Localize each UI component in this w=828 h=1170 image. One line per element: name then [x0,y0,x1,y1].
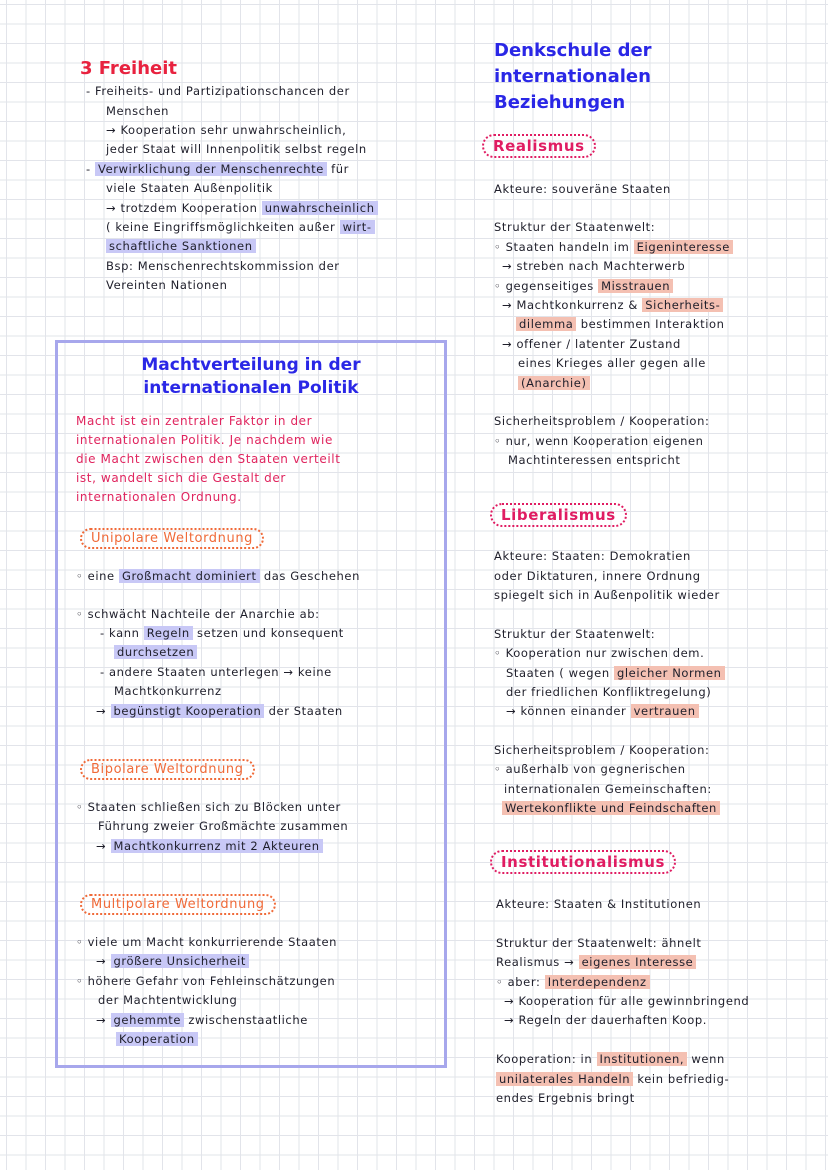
text-line [96,837,323,857]
highlight: Kooperation [116,1032,198,1046]
text-line: → Kooperation für alle gewinnbringend [504,994,750,1008]
text-fragment: - [86,162,91,176]
highlight: Regeln [144,626,193,640]
text-line: internationalen Politik. Je nachdem wie [76,433,333,447]
text-fragment: wenn [691,1052,725,1066]
text-line: Akteure: souveräne Staaten [494,182,671,196]
highlight: Eigeninteresse [634,240,733,254]
text-fragment: → trotzdem Kooperation [106,201,258,215]
text-line: Sicherheitsproblem / Kooperation: [494,414,710,428]
liberalismus-label: Liberalismus [490,503,627,527]
text-line [96,1011,308,1031]
text-line: Akteure: Staaten & Institutionen [496,897,702,911]
text-fragment: das Geschehen [263,569,360,583]
realismus-label: Realismus [482,134,596,158]
text-line: Akteure: Staaten: Demokratien [494,549,691,563]
freiheit-heading: 3 Freiheit [80,58,177,79]
text-line: → Regeln der dauerhaften Koop. [504,1013,708,1027]
text-line [106,199,378,219]
text-line: Machtkonkurrenz [114,684,222,698]
highlight: Großmacht dominiert [119,569,260,583]
text-fragment: setzen und konsequent [197,626,344,640]
text-fragment: Staaten ( wegen [506,666,610,680]
institutionalismus-label: Institutionalismus [490,850,676,874]
denkschule-title [494,38,652,116]
text-line: eines Krieges aller gegen alle [518,356,706,370]
highlight: unilaterales Handeln [496,1072,633,1086]
text-line: - Freiheits- und Partizipationschancen der [86,84,350,98]
text-fragment: Kooperation: in [496,1052,593,1066]
text-line: Struktur der Staatenwelt: [494,627,656,641]
text-line: ist, wandelt sich die Gestalt der [76,471,286,485]
bipolar-label: Bipolare Weltordnung [80,759,255,780]
text-line [106,218,375,238]
text-line: internationalen Ordnung. [76,490,242,504]
text-line [506,702,699,722]
text-fragment: ◦ aber: [496,975,541,989]
text-line: Struktur der Staatenwelt: [494,220,656,234]
text-line: Führung zweier Großmächte zusammen [98,819,349,833]
text-line [496,953,696,973]
text-fragment: für [331,162,350,176]
text-line [96,702,343,722]
text-line [518,374,590,394]
text-line: die Macht zwischen den Staaten verteilt [76,452,341,466]
text-line: ◦ höhere Gefahr von Fehleinschätzungen [76,974,336,988]
highlight: Machtkonkurrenz mit 2 Akteuren [111,839,323,853]
unipolar-label: Unipolare Weltordnung [80,528,264,549]
highlight: unwahrscheinlich [262,201,378,215]
text-line [516,315,725,335]
text-line: Macht ist ein zentraler Faktor in der [76,414,313,428]
highlight: durchsetzen [114,645,197,659]
highlight: Verwirklichung der Menschenrechte [95,162,327,176]
highlight: begünstigt Kooperation [111,704,265,718]
text-fragment: - kann [100,626,140,640]
text-fragment: → Machtkonkurrenz & [502,298,638,312]
text-fragment: → [96,704,107,718]
highlight: Sicherheits- [642,298,723,312]
text-line: spiegelt sich in Außenpolitik wieder [494,588,720,602]
text-fragment: → [96,839,107,853]
text-line [76,567,360,587]
highlight: dilemma [516,317,576,331]
text-line: der friedlichen Konfliktregelung) [506,685,712,699]
text-line [96,952,249,972]
highlight: gehemmte [111,1013,185,1027]
text-line [502,799,720,819]
text-line: ◦ schwächt Nachteile der Anarchie ab: [76,607,320,621]
text-fragment: Realismus → [496,955,575,969]
title-line: internationalen [494,66,651,87]
text-line: ◦ viele um Macht konkurrierende Staaten [76,935,338,949]
text-line [494,277,673,297]
text-fragment: ◦ gegenseitiges [494,279,594,293]
text-fragment: ◦ eine [76,569,115,583]
text-line [496,1050,725,1070]
highlight: Wertekonflikte und Feindschaften [502,801,720,815]
text-line: Bsp: Menschenrechtskommission der [106,259,340,273]
text-line: endes Ergebnis bringt [496,1091,635,1105]
text-line: → streben nach Machterwerb [502,259,686,273]
text-fragment: zwischenstaatliche [188,1013,308,1027]
text-line: Vereinten Nationen [106,278,228,292]
multipolar-label: Multipolare Weltordnung [80,894,276,915]
text-fragment: → [96,954,107,968]
text-line: ◦ nur, wenn Kooperation eigenen [494,434,704,448]
text-line: Sicherheitsproblem / Kooperation: [494,743,710,757]
text-line [496,1070,729,1090]
text-line: Struktur der Staatenwelt: ähnelt [496,936,702,950]
text-fragment: ( keine Eingriffsmöglichkeiten außer [106,220,336,234]
title-line: internationalen Politik [143,378,359,398]
highlight: (Anarchie) [518,376,590,390]
text-line: Machtinteressen entspricht [508,453,681,467]
highlight: Misstrauen [598,279,673,293]
text-fragment: ◦ Staaten handeln im [494,240,630,254]
text-line: oder Diktaturen, innere Ordnung [494,569,701,583]
highlight: größere Unsicherheit [111,954,250,968]
title-line: Denkschule der [494,40,652,61]
text-line: ◦ außerhalb von gegnerischen [494,762,686,776]
highlight: eigenes Interesse [579,955,697,969]
text-fragment: → [96,1013,107,1027]
text-line: der Machtentwicklung [98,993,238,1007]
text-line [116,1030,198,1050]
text-fragment: → können einander [506,704,627,718]
highlight: vertrauen [631,704,699,718]
highlight: wirt- [340,220,375,234]
text-line [506,664,725,684]
text-line: ◦ Staaten schließen sich zu Blöcken unter [76,800,341,814]
text-line [106,237,256,257]
text-line: → offener / latenter Zustand [502,337,681,351]
text-fragment: der Staaten [268,704,343,718]
title-line: Machtverteilung in der [141,355,361,375]
highlight: Interdependenz [545,975,650,989]
text-line: - andere Staaten unterlegen → keine [100,665,332,679]
text-line [496,973,650,993]
text-line: ◦ Kooperation nur zwischen dem. [494,646,705,660]
text-line [114,643,197,663]
text-line [502,296,723,316]
text-line: → Kooperation sehr unwahrscheinlich, [106,123,347,137]
title-line: Beziehungen [494,92,626,113]
text-line: Menschen [106,104,170,118]
text-line: internationalen Gemeinschaften: [504,782,712,796]
machtverteilung-title [55,354,447,400]
text-line: viele Staaten Außenpolitik [106,181,273,195]
text-fragment: bestimmen Interaktion [580,317,725,331]
highlight: gleicher Normen [614,666,725,680]
text-line [494,238,733,258]
text-line [86,160,349,180]
text-line: jeder Staat will Innenpolitik selbst regeln [106,142,367,156]
text-fragment: kein befriedig- [637,1072,730,1086]
highlight: schaftliche Sanktionen [106,239,256,253]
text-line [100,624,344,644]
highlight: Institutionen, [597,1052,688,1066]
